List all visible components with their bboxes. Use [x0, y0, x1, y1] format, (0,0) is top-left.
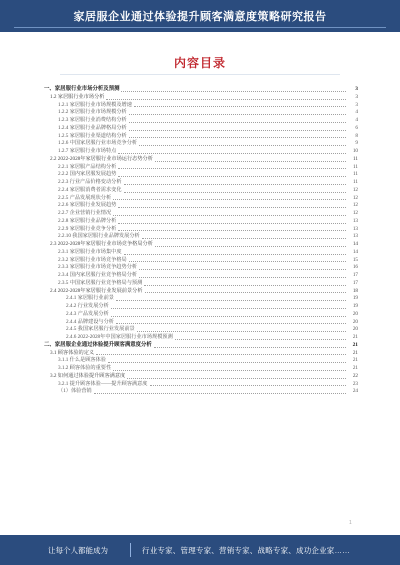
- toc-entry-title: 2.2.9 家居服行业竞争分析: [58, 225, 117, 232]
- toc-entry-page: 19: [352, 295, 358, 302]
- toc-entry[interactable]: [44, 171, 358, 179]
- toc-entry-page: 12: [352, 210, 358, 216]
- toc-entry-title: 2.2.6 家居服行业发展趋势: [58, 202, 117, 209]
- toc-entry-title: 2.2.3 行业产品价格变动分析: [58, 179, 122, 185]
- toc-entry-page: 11: [353, 179, 358, 185]
- toc-entry-page: 14: [352, 248, 358, 255]
- toc-entry-page: 12: [352, 194, 358, 201]
- toc-entry[interactable]: [44, 241, 358, 249]
- toc-leader-dots: [144, 285, 346, 286]
- toc-entry[interactable]: [44, 295, 358, 303]
- toc-entry-title: 2.4.6 2022-2028年中国家居服行业市场规模预测: [66, 334, 173, 340]
- toc-entry-title: 2.2.5 产品发展现状分析: [58, 194, 112, 201]
- toc-entry[interactable]: [44, 179, 358, 187]
- toc-leader-dots: [150, 385, 347, 386]
- toc-leader-dots: [137, 331, 346, 332]
- toc-entry-title: 1.2.6 中国家居服行业市场竞争分析: [58, 140, 138, 147]
- toc-entry[interactable]: [44, 365, 358, 373]
- toc-entry-page: 20: [352, 326, 358, 333]
- toc-entry-page: 18: [352, 287, 358, 294]
- toc-leader-dots: [127, 378, 346, 379]
- toc-entry-page: 14: [352, 241, 358, 247]
- toc-entry-title: 1.2.3 家居服行业消费结构分析: [58, 117, 127, 123]
- toc-entry-page: 17: [352, 279, 358, 286]
- footer-bar: [0, 535, 400, 565]
- toc-entry-page: 13: [352, 225, 358, 232]
- toc-entry-title: 1.2.4 家居服行业品牌格局分析: [58, 124, 127, 131]
- toc-entry-title: 1.2.2 家居服行业市场规模分析: [58, 109, 127, 116]
- toc-leader-dots: [116, 323, 346, 324]
- toc-leader-dots: [129, 114, 346, 115]
- toc-entry[interactable]: [44, 280, 358, 288]
- toc-entry-title: 2.3.2 家居服行业市场竞争格局: [58, 256, 127, 263]
- toc-entry[interactable]: [44, 218, 358, 226]
- toc-entry-title: 1.2.5 家居服行业渠道结构分析: [58, 132, 127, 139]
- toc-entry-page: 19: [352, 303, 358, 309]
- toc-entry[interactable]: [44, 249, 358, 257]
- toc-entry-page: 11: [353, 163, 358, 170]
- toc-leader-dots: [139, 269, 346, 270]
- footer-divider: [130, 543, 131, 557]
- toc-entry-title: 2.3.4 国内家居服行业竞争格局分析: [58, 272, 138, 278]
- toc-entry[interactable]: [44, 357, 358, 365]
- toc-entry-title: 2.4.2 行业发展分析: [66, 303, 109, 309]
- toc-leader-dots: [108, 362, 346, 363]
- toc-entry[interactable]: [44, 210, 358, 218]
- toc-entry[interactable]: [44, 373, 358, 381]
- toc-entry[interactable]: [44, 187, 358, 195]
- toc-entry-title: 1.2 家居服行业市场分析: [50, 93, 105, 100]
- toc-entry-page: 13: [352, 233, 358, 240]
- toc-entry-page: 21: [352, 365, 358, 371]
- toc-entry-title: 2.4.1 家居服行业前景: [66, 295, 114, 302]
- toc-divider: [60, 74, 340, 75]
- toc-entry-page: 21: [352, 334, 358, 340]
- toc-entry-title: 3.1.1 什么是顾客体验: [58, 357, 106, 364]
- toc-heading: 内容目录: [173, 56, 226, 70]
- toc-entry-page: 16: [352, 264, 358, 271]
- toc-entry[interactable]: [44, 148, 358, 156]
- toc-entry-page: 3: [355, 86, 358, 92]
- toc-entry-title: 2.2.4 家居服消费者需求变化: [58, 186, 122, 193]
- toc-entry-page: 8: [355, 132, 358, 139]
- toc-entry-page: 4: [355, 117, 358, 123]
- toc-entry[interactable]: [44, 264, 358, 272]
- toc-entry-page: 12: [352, 202, 358, 209]
- footer-roles: 行业专家、管理专家、营销专家、战略专家、成功企业家……: [142, 546, 350, 555]
- toc-entry-page: 4: [355, 109, 358, 116]
- toc-leader-dots: [118, 223, 346, 224]
- toc-entry[interactable]: [44, 156, 358, 164]
- toc-entry-page: 17: [352, 272, 358, 278]
- toc-leader-dots: [111, 316, 346, 317]
- toc-entry-page: 21: [352, 349, 358, 356]
- toc-leader-dots: [175, 339, 346, 340]
- toc-entry-page: 23: [352, 380, 358, 387]
- toc-entry-page: 9: [355, 140, 358, 147]
- toc-entry-page: 11: [353, 171, 358, 178]
- toc-leader-dots: [154, 347, 346, 348]
- toc-entry-page: 3: [355, 101, 358, 108]
- toc-leader-dots: [96, 354, 346, 355]
- toc-entry[interactable]: [44, 342, 358, 350]
- toc-leader-dots: [94, 393, 346, 394]
- toc-entry-title: 2.4.3 产品发展分析: [66, 310, 109, 317]
- toc-entry-title: 2.3.3 家居服行业市场竞争趋势分析: [58, 264, 138, 271]
- toc-entry-page: 24: [352, 388, 358, 395]
- toc-leader-dots: [124, 254, 346, 255]
- toc-entry-page: 21: [352, 357, 358, 364]
- toc-entry-title: 2.4.5 我国家居服行业发展前景: [66, 326, 135, 333]
- toc-leader-dots: [134, 106, 346, 107]
- toc-leader-dots: [116, 300, 346, 301]
- toc-entry-title: 3.2.1 提升顾客体验——提升顾客满意度: [58, 380, 148, 387]
- toc-leader-dots: [118, 153, 346, 154]
- toc-leader-dots: [145, 292, 346, 293]
- toc-entry[interactable]: [44, 303, 358, 311]
- toc-leader-dots: [121, 91, 346, 92]
- toc-entry-page: 20: [352, 318, 358, 325]
- toc-entry-title: 2.3.5 中国家居服行业竞争格局与预测: [58, 279, 143, 286]
- toc-leader-dots: [129, 122, 346, 123]
- toc-entry-title: 一、家居服行业市场分析及预测: [44, 86, 120, 92]
- toc-entry-page: 22: [352, 372, 358, 379]
- toc-entry-title: 二、家居服企业通过体验提升顾客满意度分析: [44, 341, 152, 348]
- toc-leader-dots: [124, 184, 346, 185]
- toc-leader-dots: [118, 230, 346, 231]
- footer-slogan: 让每个人都能成为: [48, 546, 108, 555]
- toc-entry-title: （1）体验营销: [58, 388, 92, 395]
- header-bar: [0, 0, 400, 32]
- toc-entry-title: 2.2.2 国内家居服发展趋势: [58, 171, 117, 178]
- toc-entry-page: 20: [352, 310, 358, 317]
- toc-leader-dots: [124, 192, 346, 193]
- toc-leader-dots: [111, 308, 346, 309]
- toc-entry-title: 1.2.1 家居服行业市场规模及增速: [58, 101, 132, 108]
- toc-leader-dots: [139, 145, 346, 146]
- toc-leader-dots: [118, 207, 346, 208]
- page-number: 1: [349, 520, 352, 526]
- toc-entry[interactable]: [44, 272, 358, 280]
- toc-entry-title: 2.2.10 我国家居服行业品牌发展分析: [58, 233, 140, 240]
- toc-leader-dots: [155, 246, 346, 247]
- toc-entry[interactable]: [44, 334, 358, 342]
- toc-leader-dots: [113, 370, 346, 371]
- toc-entry-page: 11: [353, 155, 358, 162]
- report-title: 家居服企业通过体验提升顾客满意度策略研究报告: [73, 11, 327, 23]
- toc-entry-page: 15: [352, 256, 358, 263]
- toc-leader-dots: [118, 168, 346, 169]
- toc-leader-dots: [155, 161, 346, 162]
- toc-entry-title: 3.2 如何通过体验提升顾客满意度: [50, 372, 126, 379]
- toc-leader-dots: [142, 238, 346, 239]
- toc-leader-dots: [129, 261, 346, 262]
- toc-entry[interactable]: [44, 117, 358, 125]
- toc-leader-dots: [113, 199, 346, 200]
- toc-entry-title: 2.3.1 家居服行业市场集中度: [58, 248, 122, 255]
- toc-entry[interactable]: [44, 233, 358, 241]
- toc-leader-dots: [129, 137, 346, 138]
- toc-leader-dots: [113, 215, 346, 216]
- toc-entry-title: 3.1.2 顾客体验的重要性: [58, 365, 112, 371]
- toc-entry[interactable]: [44, 202, 358, 210]
- toc-entry[interactable]: [44, 109, 358, 117]
- toc-entry[interactable]: [44, 125, 358, 133]
- toc-entry-title: 2.2 2022-2028年家居服行业市场运行态势分析: [50, 155, 153, 162]
- toc-leader-dots: [139, 277, 346, 278]
- toc-entry-page: 13: [352, 217, 358, 224]
- toc-entry-page: 6: [355, 124, 358, 131]
- toc-entry[interactable]: [44, 388, 358, 396]
- table-of-contents: [44, 86, 358, 396]
- toc-entry-page: 10: [352, 148, 358, 154]
- toc-entry[interactable]: [44, 86, 358, 94]
- toc-leader-dots: [118, 176, 346, 177]
- toc-entry-title: 2.4 2022-2028年家居服行业发展前景分析: [50, 287, 143, 294]
- toc-leader-dots: [106, 99, 346, 100]
- toc-entry-title: 2.2.1 家居服产品结构分析: [58, 163, 117, 170]
- toc-entry-title: 2.4.4 品牌建设与分析: [66, 318, 114, 325]
- toc-entry-title: 1.2.7 家居服行业市场特点: [58, 148, 117, 154]
- toc-entry-page: 3: [355, 93, 358, 100]
- toc-entry[interactable]: [44, 326, 358, 334]
- toc-entry-title: 2.2.8 家居服行业品牌分析: [58, 217, 117, 224]
- toc-leader-dots: [129, 130, 346, 131]
- toc-entry-title: 2.2.7 企业营销行业情况: [58, 210, 112, 216]
- toc-entry-title: 3.1 顾客体验的定义: [50, 349, 95, 356]
- toc-entry-title: 2.3 2022-2028年家居服行业市场竞争格局分析: [50, 241, 153, 247]
- toc-entry[interactable]: [44, 311, 358, 319]
- toc-entry[interactable]: [44, 94, 358, 102]
- toc-entry-page: 21: [352, 341, 358, 348]
- toc-entry[interactable]: [44, 140, 358, 148]
- toc-entry-page: 12: [352, 186, 358, 193]
